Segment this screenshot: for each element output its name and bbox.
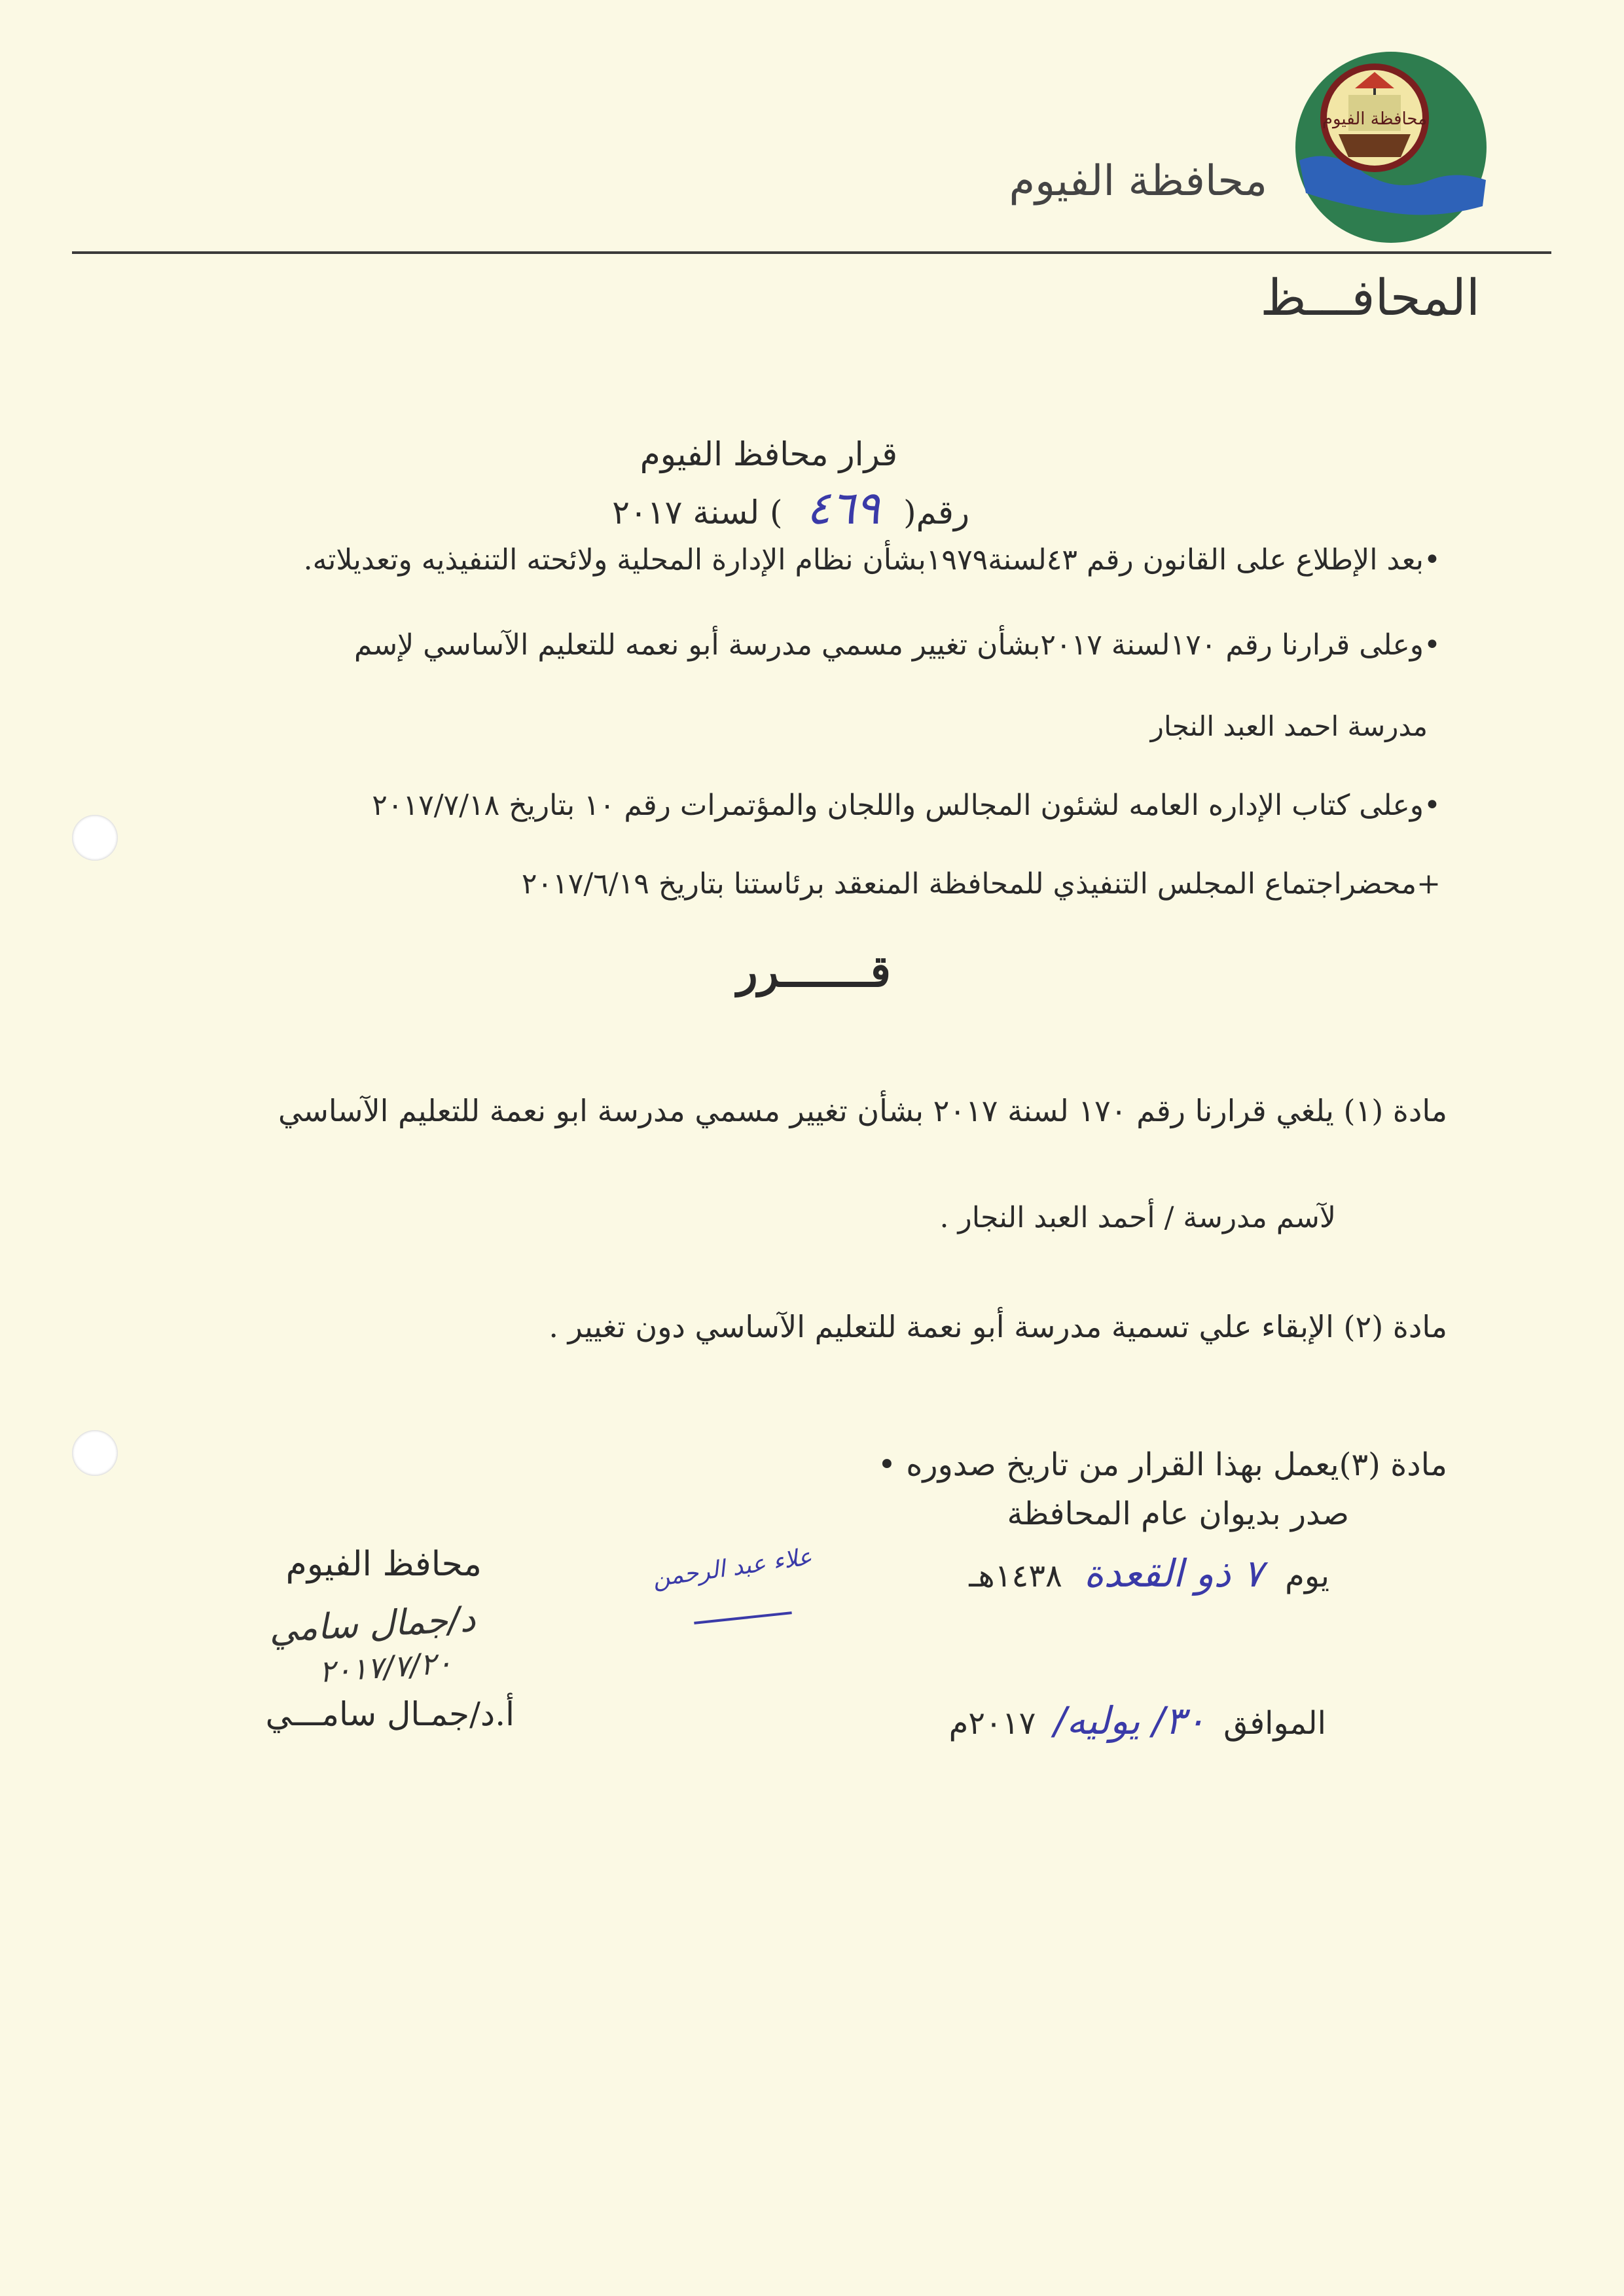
hijri-handwritten: ٧ ذو القعدة [1084,1551,1263,1596]
article-1: مادة (١) يلغي قرارنا رقم ١٧٠ لسنة ٢٠١٧ بشأن تغيير مسمي مدرسة ابو نعمة للتعليم الآساسي [278,1093,1447,1128]
punch-hole-bottom [72,1430,118,1476]
preamble-line: •وعلى كتاب الإداره العامه لشئون المجالس واللجان والمؤتمرات رقم ١٠ بتاريخ ٢٠١٧/٧/١٨ [372,789,1441,822]
handwritten-signature-date: ٢٠١٧/٧/٢٠ [317,1644,454,1690]
hijri-year: ١٤٣٨هـ [969,1558,1062,1594]
header-rule [72,251,1551,254]
punch-hole-top [72,815,118,861]
gregorian-year: ٢٠١٧م [948,1705,1036,1742]
preamble-line: •بعد الإطلاع على القانون رقم ٤٣لسنة١٩٧٩بشأن نظام الإدارة المحلية ولائحته التنفيذيه وتعديلاته. [303,543,1441,577]
signatory-name: أ.د/جمـال سامـــي [265,1695,514,1733]
issued-at: صدر بديوان عام المحافظة [1007,1496,1349,1532]
initials-note: علاء عبد الرحمن [651,1543,814,1592]
gregorian-date-line [949,1698,1326,1743]
decree-number-handwritten: ٤٦٩ [806,481,880,535]
preamble-line: +محضراجتماع المجلس التنفيذي للمحافظة المنعقد برئاستنا بتاريخ ٢٠١٧/٦/١٩ [521,867,1441,901]
handwritten-signature: د/جمال سامي [268,1598,477,1651]
logo-lettering: محافظة الفيوم [1322,109,1428,129]
initials-underline [694,1611,792,1624]
decree-number-suffix: ) لسنة ٢٠١٧ [612,493,783,531]
decree-number-prefix: رقم( [903,493,969,531]
hijri-prefix: يوم [1285,1558,1329,1594]
hijri-date-line [969,1551,1329,1596]
org-name: محافظة الفيوم [1009,157,1267,206]
preamble-line: •وعلى قرارنا رقم ١٧٠لسنة ٢٠١٧بشأن تغيير مسمي مدرسة أبو نعمه للتعليم الآساسي لإسم [353,628,1441,662]
governorate-logo [1293,49,1489,245]
article-2: مادة (٢) الإبقاء علي تسمية مدرسة أبو نعمة للتعليم الآساسي دون تغيير . [549,1309,1447,1344]
signature-office: محافظ الفيوم [285,1545,482,1584]
decree-number-line [612,481,969,535]
decided-heading: قـــــــرر [736,946,891,997]
article-1-continuation: لآسم مدرسة / أحمد العبد النجار . [939,1201,1336,1234]
decree-title: قرار محافظ الفيوم [640,435,897,473]
fayoum-seal-icon [1293,49,1489,245]
preamble-line: مدرسة احمد العبد النجار [1150,710,1428,742]
office-title: المحافـــظ [1260,268,1480,327]
gregorian-handwritten: ٣٠/ يوليه/ [1053,1698,1206,1743]
gregorian-prefix: الموافق [1223,1705,1326,1742]
article-3: مادة (٣)يعمل بهذا القرار من تاريخ صدوره • [877,1446,1447,1483]
